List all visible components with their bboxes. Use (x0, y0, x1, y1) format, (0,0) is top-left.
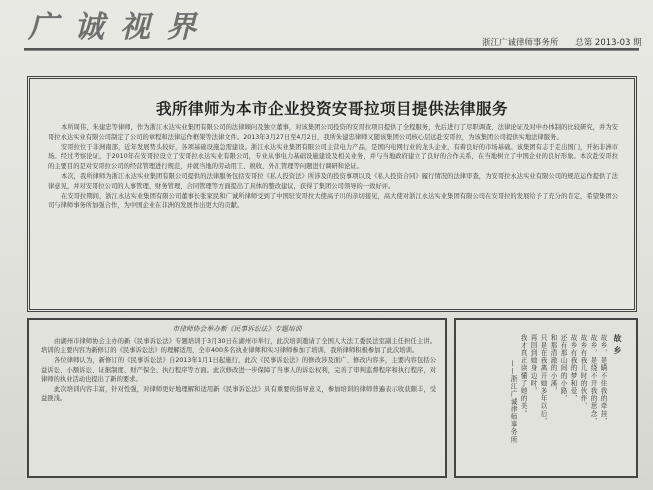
main-paragraph: 本次，我所律师为浙江永达实业集团有限公司提供的法律服务包括安哥拉《私人投资法》所涉及的投资事项以及《私人投资合同》履行情况的法律审查，为安哥拉永达实业有限公司的规范运作提供了法律意见，并对安哥拉公司的人事管理、财务管理、合同管理等方面提出了具体的整改建议，获得了集团公司领导的一致好评。 (48, 172, 618, 190)
poem (508, 334, 622, 472)
main-article-title: 我所律师为本市企业投资安哥拉项目提供法律服务 (155, 100, 508, 118)
poem-line: 故乡，是绕不开我的思念， (589, 334, 597, 426)
poem-line: 还有那山间的小路， (559, 334, 567, 403)
poem-line: 故乡，是瞒不住我的牵挂， (599, 334, 607, 426)
poem-line: 故乡有我儿时的伙伴， (579, 334, 587, 410)
sub-paragraph: 各位律师认为，新修订的《民事诉讼法》自2013年1月1日起施行，此次《民事诉讼法》的修改涉及面广、修改内容多，主要内容包括公益诉讼、小额诉讼、证据制度、财产保全、执行程序等方面。此次修改进一步保障了当事人的诉讼权利，完善了审判监督程序和执行程序，对律师的执业活动也提出了新的要求。 (41, 357, 436, 384)
poem-line: 只是在我离开她多年以后， (539, 334, 547, 426)
firm-name: 浙江广诚律师事务所 (482, 38, 559, 48)
main-article-body (48, 123, 618, 211)
poem-line: 和那清澈的小溪， (549, 334, 557, 395)
poem-author: ——浙江广诚律师事务所 (509, 360, 517, 444)
sub-article-title: 市律师协会举办新《民事诉讼法》专题培训 (172, 325, 302, 333)
poem-box (454, 318, 638, 478)
main-paragraph: 本所周伟、朱建忠等律师，作为浙江永达实业集团有限公司的法律顾问及独立董事，对该集团公司投资的安哥拉项目提供了全程服务，先后进行了尽职调查、法律论证及对申办体制的比较研究，并为安哥拉永达实业有限公司制定了公司的章程和法律运作框架等法律文件。2013年3月27日至4月2日，我所朱建忠律师又随该集团公司核心层远赴安哥拉，为该集团公司提供实地法律服务。 (48, 124, 618, 141)
header-rule (24, 48, 639, 51)
poem-line: 再回到她身边时， (529, 334, 537, 395)
poem-line: 我才真正读懂了她的美。 (519, 334, 527, 418)
publication-info (482, 36, 642, 48)
issue-number: 总第 2013-03 期 (575, 38, 642, 48)
poem-title: 故乡 (613, 334, 622, 358)
sub-paragraph: 此次培训内容丰富，针对性强，对律师更好地理解和适用新《民事诉讼法》具有重要的指导意义，参加培训的律师普遍表示收获颇丰，受益匪浅。 (41, 386, 436, 403)
sub-paragraph: 由湖州市律师协会主办的新《民事诉讼法》专题培训于3月30日在湖州市举行，此次培训邀请了全国人大法工委民法室副主任担任主讲。培训的主要内容为新修订的《民事诉讼法》的理解适用，全市400多名执业律师和实习律师参加了培训，我所律师积极参加了此次培训。 (41, 338, 436, 355)
sub-article-body (41, 337, 436, 404)
sub-article (27, 318, 447, 478)
main-article (27, 76, 637, 312)
main-paragraph: 安哥拉位于非洲南部，近年发展势头较好，各项基础设施急需建设。浙江永达实业集团有限公司主营电力产品，是国内电网行业的龙头企业，有着良好的市场基础。该集团有志于走出国门，开拓非洲市场。经过考察论证，于2010年在安哥拉设立了安哥拉永达实业有限公司，专业从事电力基础设施建设及相关业务，并与当地政府建立了良好的合作关系，在当地树立了中国企业的良好形象。本次赴安哥拉的主要目的是对安哥拉公司的经营管理进行规范，并就当地的劳动用工、税收、外汇管理等问题进行调研和论证。 (48, 143, 618, 170)
masthead-title: 广诚视界 (28, 10, 212, 45)
poem-line: 故乡有我的梦和爱， (569, 334, 577, 403)
main-paragraph: 在安哥拉期间，浙江永达实业集团有限公司董事长张家民和广诚所律师受到了中国驻安哥拉大使高子川的亲切接见，高大使对浙江永达实业集团有限公司在安哥拉的发展给予了充分的肯定，希望集团公司与律师事务所加强合作，为中国企业在非洲的发展作出更大的贡献。 (48, 192, 618, 210)
